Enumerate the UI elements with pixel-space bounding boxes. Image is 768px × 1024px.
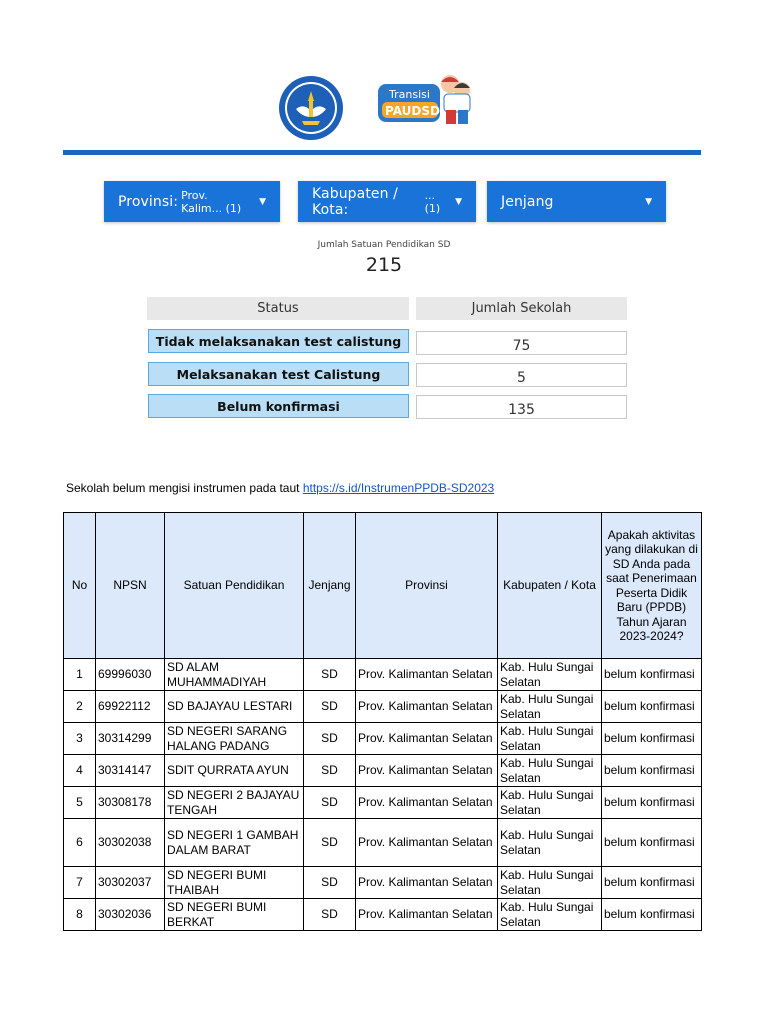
row-ppdb-status: belum konfirmasi [602, 867, 702, 899]
row-province: Prov. Kalimantan Selatan [356, 755, 498, 787]
row-school-name: SD NEGERI 2 BAJAYAU TENGAH [165, 787, 304, 819]
row-province: Prov. Kalimantan Selatan [356, 867, 498, 899]
row-school-name: SD NEGERI 1 GAMBAH DALAM BARAT [165, 819, 304, 867]
row-school-name: SD NEGERI SARANG HALANG PADANG [165, 723, 304, 755]
table-row [64, 723, 702, 755]
row-no: 6 [64, 819, 96, 867]
row-level: SD [304, 899, 356, 931]
instrument-note [66, 481, 494, 495]
col-header-level: Jenjang [304, 513, 356, 659]
filter-bar [0, 181, 768, 222]
caret-down-icon: ▼ [645, 196, 652, 207]
row-ppdb-status: belum konfirmasi [602, 659, 702, 691]
row-ppdb-status: belum konfirmasi [602, 899, 702, 931]
instrument-link[interactable]: https://s.id/InstrumenPPDB-SD2023 [302, 481, 495, 495]
province-filter-value: Prov. Kalim... (1) [181, 188, 242, 215]
row-regency: Kab. Hulu Sungai Selatan [498, 899, 602, 931]
col-header-no: No [64, 513, 96, 659]
table-row [64, 755, 702, 787]
row-no: 3 [64, 723, 96, 755]
paud-logo-line2: PAUDSD [385, 104, 440, 118]
row-level: SD [304, 659, 356, 691]
paud-logo-line1: Transisi [389, 88, 430, 101]
row-ppdb-status: belum konfirmasi [602, 787, 702, 819]
col-header-ppdb-activity: Apakah aktivitas yang dilakukan di SD Anda pada saat Penerimaan Peserta Didik Baru (PPDB) Tahun Ajaran 2023-2024? [602, 513, 702, 659]
col-header-regency: Kabupaten / Kota [498, 513, 602, 659]
header-divider [63, 150, 701, 155]
row-school-name: SD ALAM MUHAMMADIYAH [165, 659, 304, 691]
table-row [64, 899, 702, 931]
table-row [64, 867, 702, 899]
row-province: Prov. Kalimantan Selatan [356, 659, 498, 691]
row-no: 4 [64, 755, 96, 787]
row-no: 2 [64, 691, 96, 723]
row-npsn: 30314147 [96, 755, 165, 787]
table-row [64, 691, 702, 723]
table-row [64, 787, 702, 819]
row-province: Prov. Kalimantan Selatan [356, 899, 498, 931]
row-province: Prov. Kalimantan Selatan [356, 691, 498, 723]
status-unconfirmed-count: 135 [416, 395, 627, 419]
row-ppdb-status: belum konfirmasi [602, 723, 702, 755]
row-regency: Kab. Hulu Sungai Selatan [498, 723, 602, 755]
regency-filter-value: ...(1) [424, 188, 441, 215]
row-npsn: 30308178 [96, 787, 165, 819]
count-column-header: Jumlah Sekolah [416, 297, 627, 320]
status-tested-count: 5 [416, 363, 627, 387]
province-filter-label: Provinsi: [118, 193, 179, 210]
level-filter-dropdown[interactable] [487, 181, 666, 222]
status-not-tested-count: 75 [416, 331, 627, 355]
caret-down-icon: ▼ [455, 196, 462, 207]
row-ppdb-status: belum konfirmasi [602, 691, 702, 723]
row-regency: Kab. Hulu Sungai Selatan [498, 867, 602, 899]
paud-sd-logo [374, 72, 474, 130]
row-school-name: SDIT QURRATA AYUN [165, 755, 304, 787]
col-header-npsn: NPSN [96, 513, 165, 659]
school-count-label: Jumlah Satuan Pendidikan SD [317, 240, 451, 250]
row-npsn: 69996030 [96, 659, 165, 691]
status-not-tested: Tidak melaksanakan test calistung [148, 329, 409, 353]
school-count-value: 215 [365, 254, 403, 276]
regency-filter-label: Kabupaten / Kota: [312, 185, 398, 218]
row-school-name: SD NEGERI BUMI THAIBAH [165, 867, 304, 899]
row-npsn: 30302038 [96, 819, 165, 867]
row-level: SD [304, 867, 356, 899]
row-level: SD [304, 819, 356, 867]
row-school-name: SD BAJAYAU LESTARI [165, 691, 304, 723]
row-no: 5 [64, 787, 96, 819]
row-no: 8 [64, 899, 96, 931]
row-no: 7 [64, 867, 96, 899]
row-province: Prov. Kalimantan Selatan [356, 787, 498, 819]
row-npsn: 30302036 [96, 899, 165, 931]
row-npsn: 69922112 [96, 691, 165, 723]
table-row [64, 659, 702, 691]
row-ppdb-status: belum konfirmasi [602, 819, 702, 867]
status-column-header: Status [147, 297, 409, 320]
level-filter-label: Jenjang [501, 193, 554, 210]
row-regency: Kab. Hulu Sungai Selatan [498, 659, 602, 691]
row-province: Prov. Kalimantan Selatan [356, 723, 498, 755]
province-filter-dropdown[interactable] [104, 181, 280, 222]
row-regency: Kab. Hulu Sungai Selatan [498, 691, 602, 723]
row-regency: Kab. Hulu Sungai Selatan [498, 755, 602, 787]
status-tested: Melaksanakan test Calistung [148, 362, 409, 386]
row-regency: Kab. Hulu Sungai Selatan [498, 819, 602, 867]
ministry-logo [278, 75, 344, 141]
row-province: Prov. Kalimantan Selatan [356, 819, 498, 867]
row-ppdb-status: belum konfirmasi [602, 755, 702, 787]
row-npsn: 30302037 [96, 867, 165, 899]
row-school-name: SD NEGERI BUMI BERKAT [165, 899, 304, 931]
school-table [63, 512, 702, 931]
table-header-row [64, 513, 702, 659]
status-unconfirmed: Belum konfirmasi [148, 394, 409, 418]
row-npsn: 30314299 [96, 723, 165, 755]
col-header-province: Provinsi [356, 513, 498, 659]
instrument-note-text: Sekolah belum mengisi instrumen pada taut [66, 481, 303, 495]
row-level: SD [304, 723, 356, 755]
row-level: SD [304, 787, 356, 819]
caret-down-icon: ▼ [259, 196, 266, 207]
row-no: 1 [64, 659, 96, 691]
row-level: SD [304, 755, 356, 787]
regency-filter-dropdown[interactable] [298, 181, 476, 222]
row-level: SD [304, 691, 356, 723]
col-header-school: Satuan Pendidikan [165, 513, 304, 659]
row-regency: Kab. Hulu Sungai Selatan [498, 787, 602, 819]
table-row [64, 819, 702, 867]
